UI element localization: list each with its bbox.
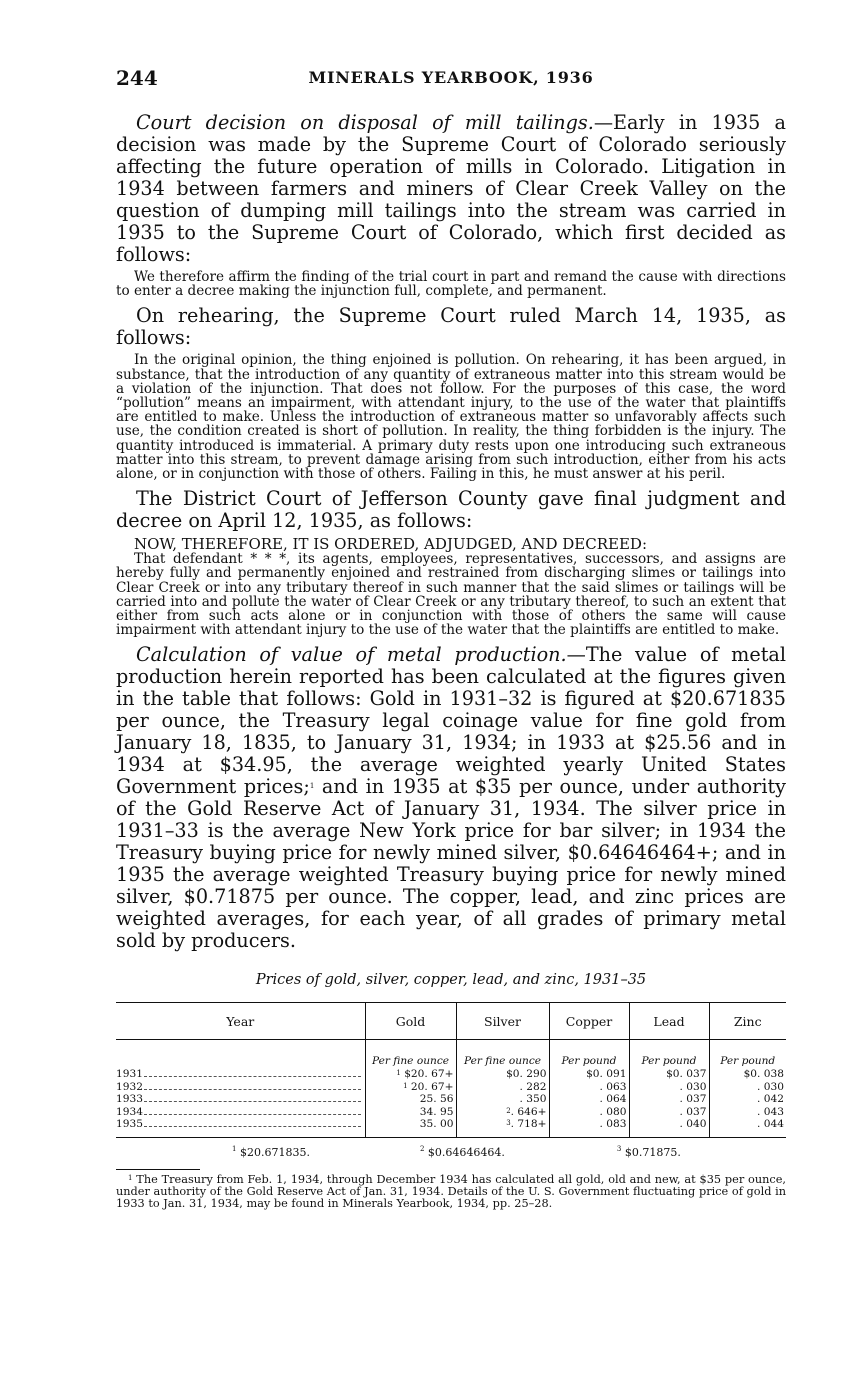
decree-heading: NOW, THEREFORE, IT IS ORDERED, ADJUDGED, AND DECREED: [134, 535, 648, 554]
unit-cell: Per pound [709, 1040, 786, 1068]
table-caption: Prices of gold, silver, copper, lead, and zinc, 1931–35 [255, 972, 647, 989]
quotation-supreme-court: We therefore affirm the finding of the trial court in part and remand the cause with directions to enter a decree making the injunction full, complete, and permanent. [116, 269, 786, 300]
section-title-calculation: Calculation of value of metal production. [136, 643, 567, 667]
table-note: $^2$ $0.64646464. [419, 1145, 505, 1160]
section-title-court-decision: Court decision on disposal of mill tailings. [136, 111, 594, 134]
running-title: MINERALS YEARBOOK, 1936 [308, 68, 594, 87]
lead-cell: . 030 [629, 1081, 709, 1094]
silver-cell: $^3$. 718+ [456, 1118, 549, 1137]
unit-cell: Per fine ounce [456, 1040, 549, 1068]
copper-cell: . 083 [549, 1118, 629, 1137]
copper-cell: . 080 [549, 1106, 629, 1119]
leader-dots [144, 1101, 361, 1102]
units-row [116, 1040, 786, 1068]
table-row [116, 1118, 786, 1137]
paragraph-text: —Early in 1935 a decision was made by the Supreme Court of Colorado seriously affecting the future operation of mills in Colorado. Litigation in 1934 between farmers and miners of Clear Creek Valley on the question of dumping mill tailings into the stream was carried in 1935 to the Supreme Court of Colorado, which first decided as follows: [116, 111, 786, 266]
paragraph-calculation [116, 644, 786, 952]
running-head [116, 66, 786, 90]
gold-cell: 25. 56 [365, 1093, 456, 1106]
column-header-zinc: Zinc [709, 1003, 786, 1040]
copper-cell: . 064 [549, 1093, 629, 1106]
footnote-ref: 1 [309, 782, 315, 791]
column-header-silver: Silver [456, 1003, 549, 1040]
footnote [116, 1174, 786, 1209]
year-cell: 1933 [116, 1093, 365, 1106]
leader-dots [144, 1076, 361, 1077]
gold-cell: $^1$ $20. 67+ [365, 1068, 456, 1081]
silver-cell: $^2$. 646+ [456, 1106, 549, 1119]
unit-cell: Per pound [549, 1040, 629, 1068]
zinc-cell: . 043 [709, 1106, 786, 1119]
table-note: $^3$ $0.71875. [616, 1145, 681, 1160]
zinc-cell: . 044 [709, 1118, 786, 1137]
unit-cell: Per fine ounce [365, 1040, 456, 1068]
footnote-rule [116, 1169, 200, 1170]
zinc-cell: . 042 [709, 1093, 786, 1106]
gold-cell: $^1$ 20. 67+ [365, 1081, 456, 1094]
paragraph-rehearing: On rehearing, the Supreme Court ruled March 14, 1935, as follows: [116, 304, 786, 350]
paragraph-court-decision [116, 112, 786, 266]
silver-cell: . 282 [456, 1081, 549, 1094]
leader-dots [144, 1126, 361, 1127]
year-cell: 1931 [116, 1068, 365, 1081]
page-number: 244 [116, 66, 158, 90]
footnote-text: The Treasury from Feb. 1, 1934, through December 1934 has calculated all gold, old and new, at $35 per ounce, under authority of the Gold Reserve Act of Jan. 31, 1934. Details of the U. S. Government fluctuating price of gold in 1933 to Jan. 31, 1934, may be found in Minerals Yearbook, 1934, pp. 25–28. [116, 1173, 786, 1210]
paragraph-text: —The value of metal production herein reported has been calculated at the figures given in the table that follows: Gold in 1931–32 is figured at $20.671835 per ounce, the Treasury legal coinage value for fine gold from January 18, 1835, to January 31, 1934; in 1933 at $25.56 and in 1934 at $34.95, the average weighted yearly United States Government prices; [116, 643, 786, 799]
column-header-lead: Lead [629, 1003, 709, 1040]
gold-cell: 34. 95 [365, 1106, 456, 1119]
lead-cell: . 040 [629, 1118, 709, 1137]
body-text [116, 112, 786, 1209]
leader-dots [144, 1114, 361, 1115]
column-header-copper: Copper [549, 1003, 629, 1040]
year-cell: 1934 [116, 1106, 365, 1119]
column-header-year: Year [116, 1003, 365, 1040]
zinc-cell: $0. 038 [709, 1068, 786, 1081]
leader-dots [144, 1089, 361, 1090]
table-row [116, 1093, 786, 1106]
unit-cell: Per pound [629, 1040, 709, 1068]
paragraph-district-court: The District Court of Jefferson County gave final judgment and decree on April 12, 1935, as follows: [116, 487, 786, 533]
table-header-row [116, 1003, 786, 1040]
lead-cell: $0. 037 [629, 1068, 709, 1081]
table-note: $^1$ $20.671835. [232, 1145, 310, 1160]
unit-cell [116, 1040, 365, 1068]
table-row [116, 1081, 786, 1094]
silver-cell: . 350 [456, 1093, 549, 1106]
copper-cell: $0. 091 [549, 1068, 629, 1081]
year-cell: 1935 [116, 1118, 365, 1137]
column-header-gold: Gold [365, 1003, 456, 1040]
footnote-marker: 1 [128, 1174, 133, 1183]
copper-cell: . 063 [549, 1081, 629, 1094]
gold-cell: 35. 00 [365, 1118, 456, 1137]
quotation-decree: That defendant * * *, its agents, employees, representatives, successors, and assigns are hereby fully and permanently enjoined and restrained from discharging slimes or tailings into Clear Creek or into any tributary thereof in such manner that the said slimes or tailings will be carried into and pollute the water of Clear Creek or any tributary thereof, to such an extent that either from such acts alone or in conjunction with those of others the same will cause impairment with attendant injury to the use of the water that the plaintiffs are entitled to make. [116, 551, 786, 639]
table-row [116, 1106, 786, 1119]
quotation-rehearing: In the original opinion, the thing enjoined is pollution. On rehearing, it has been argued, in substance, that the introduction of any quantity of extraneous matter into this stream would be a violation of the injunction. That does not follow. For the purposes of this case, the word “pollution” means an impairment, with attendant injury, to the use of the water that plaintiffs are entitled to make. Unless the introduction of extraneous matter so unfavorably affects such use, the condition created is short of pollution. In reality, the thing forbidden is the injury. The quantity introduced is immaterial. A primary duty rests upon one introducing such extraneous matter into this stream, to prevent damage arising from such introduction, either from his acts alone, or in conjunction with those of others. Failing in this, he must answer at his peril. [116, 352, 786, 483]
table-row [116, 1068, 786, 1081]
year-cell: 1932 [116, 1081, 365, 1094]
paragraph-text: and in 1935 at $35 per ounce, under authority of the Gold Reserve Act of January 31, 1934. The silver price in 1931–33 is the average New York price for bar silver; in 1934 the Treasury buying price for newly mined silver, $0.64646464+; and in 1935 the average weighted Treasury buying price for newly mined silver, $0.71875 per ounce. The copper, lead, and zinc prices are weighted averages, for each year, of all grades of primary metal sold by producers. [116, 775, 787, 953]
lead-cell: . 037 [629, 1093, 709, 1106]
zinc-cell: . 030 [709, 1081, 786, 1094]
silver-cell: $0. 290 [456, 1068, 549, 1081]
prices-table [116, 1002, 786, 1138]
lead-cell: . 037 [629, 1106, 709, 1119]
table-notes [116, 1146, 786, 1159]
